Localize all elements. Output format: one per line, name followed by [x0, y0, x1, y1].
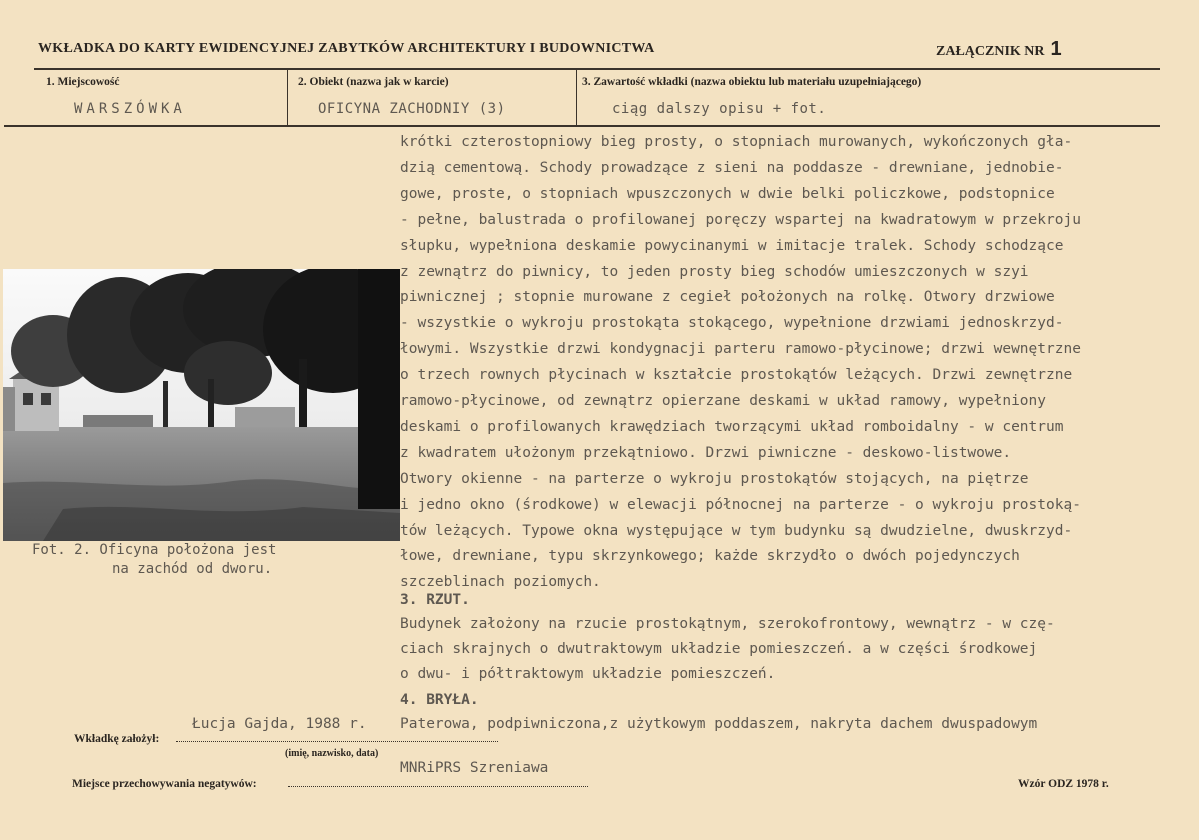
description-line: słupku, wypełniona deskamie powycinanymi w imitacje tralek. Schody schodzące [400, 237, 1064, 254]
content-label: 3. Zawartość wkładki (nazwa obiektu lub materiału uzupełniającego) [582, 76, 922, 88]
photo-image [3, 269, 400, 541]
object-value: OFICYNA ZACHODNIY (3) [318, 101, 506, 117]
description-line: łowe, drewniane, typu skrzynkowego; każde skrzydło o dwóch pojedynczych [400, 548, 1020, 565]
section-4-heading: 4. BRYŁA. [400, 692, 479, 708]
photo-oficyna [3, 269, 400, 541]
description-line: deskami o profilowanych krawędziach tworzącymi układ romboidalny - w centrum [400, 418, 1064, 435]
negatives-label: Miejsce przechowywania negatywów: [72, 778, 257, 790]
negatives-dotted-line [288, 786, 588, 787]
description-line: szczeblinach poziomych. [400, 574, 601, 591]
content-value: ciąg dalszy opisu + fot. [612, 101, 827, 117]
attachment-number [936, 38, 1062, 61]
description-line: gowe, proste, o stopniach wpuszczonych w dwie belki policzkowe, podstopnice [400, 185, 1055, 202]
section-3-line: o dwu- i półtraktowym układzie pomieszczeń. [400, 666, 776, 682]
section-3-line: ciach skrajnych o dwutraktowym układzie pomieszczeń. a w części środkowej [400, 641, 1038, 657]
description-line: - pełne, balustrada o profilowanej poręczy wspartej na kwadratowym w przekroju [400, 211, 1081, 228]
photo-caption-line-1: Fot. 2. Oficyna położona jest [32, 542, 277, 558]
author-hint: (imię, nazwisko, data) [285, 748, 379, 759]
description-line: łowymi. Wszystkie drzwi kondygnacji parteru ramowo-płycinowe; drzwi wewnętrzne [400, 341, 1081, 358]
description-line: dzią cementową. Schody prowadzące z sieni na poddasze - drewniane, jednobie- [400, 159, 1064, 176]
section-4-text: Paterowa, podpiwniczona,z użytkowym poddaszem, nakryta dachem dwuspadowym [400, 716, 1038, 732]
description-line: z kwadratem ułożonym przekątniowo. Drzwi piwniczne - deskowo-listwowe. [400, 444, 1012, 461]
locality-label: 1. Miejscowość [46, 76, 120, 88]
description-line: krótki czterostopniowy bieg prosty, o stopniach murowanych, wykończonych gła- [400, 134, 1073, 150]
card-title: WKŁADKA DO KARTY EWIDENCYJNEJ ZABYTKÓW ARCHITEKTURY I BUDOWNICTWA [38, 41, 655, 56]
header-rule-bottom [4, 125, 1160, 127]
description-line: ramowo-płycinowe, od zewnątrz opierzane deskami w układ ramowy, wypełniony [400, 393, 1047, 409]
description-line: o trzech rownych płycinach w kształcie prostokątów leżących. Drzwi zewnętrzne [400, 367, 1073, 384]
description-line: tów leżących. Typowe okna występujące w tym budynku są dwudzielne, dwuskrzyd- [400, 522, 1073, 539]
author-dotted-line [176, 741, 498, 742]
section-3-line: Budynek założony na rzucie prostokątnym, szerokofrontowy, wewnątrz - w czę- [400, 616, 1055, 632]
locality-value: WARSZÓWKA [74, 101, 186, 117]
field-divider-2 [576, 70, 577, 125]
description-line: z zewnątrz do piwnicy, to jeden prosty bieg schodów umieszczonych w szyi [400, 263, 1029, 280]
object-label: 2. Obiekt (nazwa jak w karcie) [298, 76, 449, 88]
author-label: Wkładkę założył: [74, 733, 160, 745]
author-value: Łucja Gajda, 1988 r. [192, 716, 367, 732]
template-label: Wzór ODZ 1978 r. [1018, 778, 1109, 790]
attachment-number-value: 1 [1050, 38, 1062, 60]
negatives-value: MNRiPRS Szreniawa [400, 760, 549, 776]
photo-caption-line-2: na zachód od dworu. [112, 561, 273, 577]
section-3-heading: 3. RZUT. [400, 592, 470, 608]
description-line: i jedno okno (środkowe) w elewacji północnej na parterze - o wykroju prostoką- [400, 496, 1081, 513]
header-rule-top [34, 68, 1160, 70]
description-line: Otwory okienne - na parterze o wykroju prostokątów stojących, na piętrze [400, 470, 1029, 487]
description-line: - wszystkie o wykroju prostokąta stokącego, wypełnione drzwiami jednoskrzyd- [400, 315, 1064, 332]
description-line: piwnicznej ; stopnie murowane z cegieł położonych na rolkę. Otwory drzwiowe [400, 289, 1055, 306]
field-divider-1 [287, 70, 288, 125]
attachment-label: ZAŁĄCZNIK NR [936, 44, 1045, 59]
